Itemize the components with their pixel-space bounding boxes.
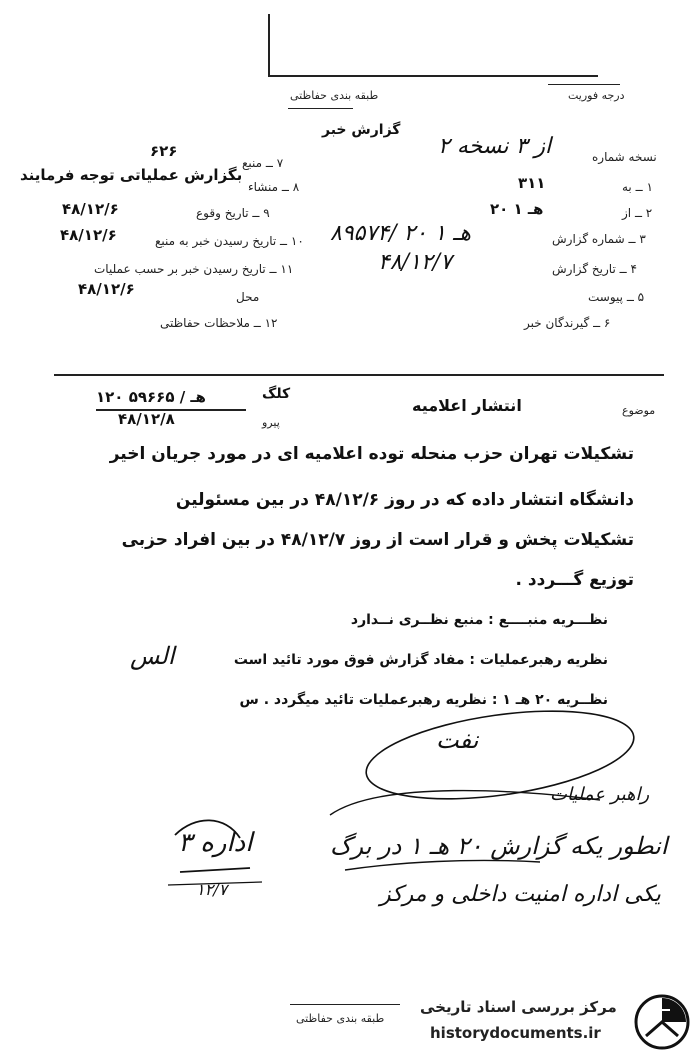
field-from-label: ۲ ــ از	[622, 206, 653, 220]
field-to-label: ۱ ــ به	[622, 180, 653, 194]
source-opinion: نظـــریه منبــــع : منبع نظــری نــدارد	[350, 612, 608, 628]
dept-opinion: نظــریه ۲۰ هـ ۱ : نظریه رهبرعملیات تائید میگردد . س	[239, 692, 608, 708]
report-date-value: ۴۸/۱۲/۷	[378, 250, 452, 275]
attachment-label: ۵ ــ پیوست	[588, 290, 645, 304]
ops-lead-opinion: نظریه رهبرعملیات : مفاد گزارش فوق مورد تائید است	[233, 652, 608, 668]
origin-value: بگزارش عملیاتی توجه فرمایند	[20, 166, 243, 184]
left-signature-date: ۱۲/۷	[196, 880, 228, 899]
brand-url[interactable]: historydocuments.ir	[430, 1024, 601, 1042]
copy-number-value: ۲ از ۳ نسخه	[438, 134, 552, 159]
occurrence-date-label: ۹ ــ تاریخ وقوع	[196, 206, 270, 220]
brand-title: مرکز بررسی اسناد تاریخی	[420, 998, 617, 1016]
footer-classification-label: طبقه بندی حفاظتی	[296, 1012, 385, 1025]
report-number-label: ۳ ــ شماره گزارش	[552, 232, 646, 246]
brand-logo-icon	[632, 992, 692, 1052]
subject-ref-note: کلگ	[262, 386, 291, 402]
source-label: ۷ ــ منبع	[242, 156, 284, 170]
field-to-value: ۳۱۱	[518, 174, 546, 192]
left-signature: اداره ۳	[178, 828, 253, 858]
subject-ref-note2: پیرو	[262, 416, 280, 429]
body-line: دانشگاه انتشار داده که در روز ۴۸/۱۲/۶ در بین مسئولین	[175, 490, 634, 510]
subject-ref-date: ۴۸/۱۲/۸	[118, 410, 175, 428]
source-value: ۶۲۶	[150, 142, 178, 160]
body-line: تشکیلات تهران حزب منحله توده اعلامیه ای در مورد جریان اخیر	[109, 444, 634, 464]
body-line: توزیع گـــردد .	[515, 570, 634, 590]
handwritten-stamp: نفت	[436, 726, 479, 754]
subject-value: انتشار اعلامیه	[412, 396, 522, 415]
field-from-value: ۲۰ هـ ۱	[490, 200, 544, 218]
subject-label: موضوع	[622, 404, 656, 417]
location-label: محل	[236, 290, 260, 304]
classification-label: طبقه بندی حفاظتی	[290, 89, 379, 102]
protective-notes-label: ۱۲ ــ ملاحظات حفاظتی	[160, 316, 278, 330]
handwritten-line-c: یکی اداره امنیت داخلی و مرکز	[380, 882, 661, 907]
body-line: تشکیلات پخش و قرار است از روز ۴۸/۱۲/۷ در بین افراد حزبی	[121, 530, 634, 550]
copy-number-label: نسخه شماره	[592, 150, 657, 164]
report-title: گزارش خبر	[322, 122, 401, 138]
handwritten-ops: راهبر عملیات	[550, 784, 650, 805]
recipients-label: ۶ ــ گیرندگان خبر	[524, 316, 611, 330]
subject-ref-number: ۱۲۰ هـ / ۵۹۶۶۵	[96, 388, 206, 406]
received-by-source-label: ۱۰ ــ تاریخ رسیدن خبر به منبع	[155, 234, 304, 248]
report-date-label: ۴ ــ تاریخ گزارش	[552, 262, 637, 276]
footer-rule	[290, 1004, 400, 1005]
handwritten-line-b: انطور یکه گزارش ۲۰ هـ ۱ در برگ	[330, 832, 668, 860]
ops-lead-initials: الس	[130, 642, 175, 670]
received-by-source-value: ۴۸/۱۲/۶	[60, 226, 117, 244]
location-value: ۴۸/۱۲/۶	[78, 280, 135, 298]
urgency-label: درجه فوریت	[568, 89, 625, 102]
received-by-ops-label: ۱۱ ــ تاریخ رسیدن خبر بر حسب عملیات	[94, 262, 294, 276]
origin-label: ۸ ــ منشاء	[248, 180, 300, 194]
occurrence-date-value: ۴۸/۱۲/۶	[62, 200, 119, 218]
report-number-value: ۸۹۵۷۴/ ۲۰ هـ ۱	[330, 221, 471, 246]
